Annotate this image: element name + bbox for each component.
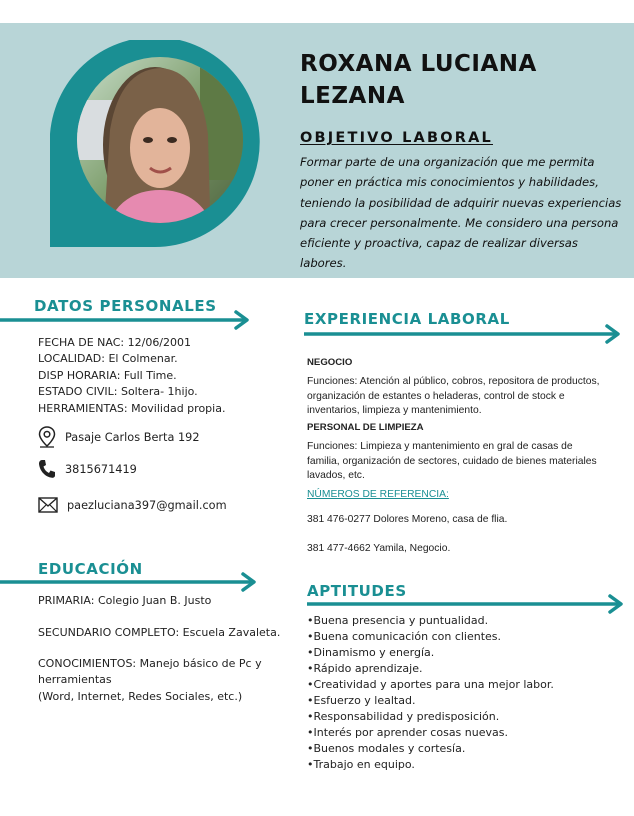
skill-item: •Buenos modales y cortesía. — [307, 742, 466, 755]
job-line: Funciones: Atención al público, cobros, repositora de productos, — [307, 376, 600, 387]
candidate-name — [300, 48, 537, 112]
personal-line: LOCALIDAD: El Colmenar. — [38, 352, 178, 366]
objective-line: Formar parte de una organización que me permita — [300, 155, 595, 169]
skills-list — [307, 613, 554, 773]
email-icon — [38, 497, 58, 513]
knowledge-line: CONOCIMIENTOS: Manejo básico de Pc y — [38, 657, 262, 670]
personal-line: ESTADO CIVIL: Soltera- 1hijo. — [38, 385, 198, 399]
objective-line: teniendo la posibilidad de adquirir nuevas experiencias — [300, 195, 622, 210]
skill-item: •Trabajo en equipo. — [307, 758, 415, 771]
profile-photo — [50, 40, 260, 250]
skill-item: •Creatividad y aportes para una mejor labor. — [307, 678, 554, 691]
job-line: familia, organización de sectores, cuidado de bienes materiales — [307, 455, 597, 467]
skill-item: •Interés por aprender cosas nuevas. — [307, 726, 508, 739]
job-line: inventarios, limpieza y mantenimiento. — [307, 405, 482, 416]
objective-line: para crecer personalmente. Me considero una persona — [300, 215, 619, 230]
references-title[interactable]: NÚMEROS DE REFERENCIA: — [307, 489, 449, 500]
skill-item: •Rápido aprendizaje. — [307, 662, 423, 675]
education-primary: PRIMARIA: Colegio Juan B. Justo — [38, 594, 212, 607]
job-line: Funciones: Limpieza y mantenimiento en gral de casas de — [307, 441, 573, 452]
personal-line: DISP HORARIA: Full Time. — [38, 368, 177, 382]
objective-title: OBJETIVO LABORAL — [300, 130, 493, 146]
knowledge-line: herramientas — [38, 673, 112, 687]
job-title-business: NEGOCIO — [307, 357, 353, 368]
arrow-icon — [304, 324, 626, 344]
skill-item: •Buena presencia y puntualidad. — [307, 614, 489, 627]
objective-line: eficiente y proactiva, capaz de realizar diversas — [300, 236, 578, 251]
arrow-icon — [0, 572, 262, 592]
personal-data-list — [38, 335, 225, 417]
phone-icon — [38, 459, 56, 479]
name-line-1: ROXANA LUCIANA — [300, 51, 537, 77]
job-description-cleaning — [307, 440, 622, 484]
address-text: Pasaje Carlos Berta 192 — [65, 430, 200, 444]
skill-item: •Dinamismo y energía. — [307, 646, 435, 659]
reference-2: 381 477-4662 Yamila, Negocio. — [307, 543, 451, 554]
education-title: EDUCACIÓN — [38, 560, 143, 578]
references-title-row — [307, 489, 622, 500]
email-row — [38, 497, 227, 513]
objective-text — [300, 152, 630, 274]
education-knowledge — [38, 656, 262, 705]
job-line: organización de estantes o heladeras, control de stock e — [307, 390, 565, 402]
arrow-icon — [0, 310, 255, 330]
phone-text: 3815671419 — [65, 462, 137, 476]
job-title-cleaning: PERSONAL DE LIMPIEZA — [307, 422, 424, 433]
skill-item: •Responsabilidad y predisposición. — [307, 710, 500, 723]
objective-line: poner en práctica mis conocimientos y habilidades, — [300, 175, 599, 190]
arrow-icon — [307, 594, 629, 614]
name-line-2: LEZANA — [300, 83, 405, 109]
personal-line: FECHA DE NAC: 12/06/2001 — [38, 336, 192, 349]
personal-data-title: DATOS PERSONALES — [34, 297, 217, 315]
experience-title: EXPERIENCIA LABORAL — [304, 310, 510, 328]
phone-row — [38, 459, 137, 479]
location-pin-icon — [38, 426, 56, 448]
job-description-business — [307, 375, 622, 419]
objective-line: labores. — [300, 256, 347, 271]
skill-item: •Buena comunicación con clientes. — [307, 630, 502, 643]
skills-title: APTITUDES — [307, 582, 407, 600]
job-line: lavados, etc. — [307, 470, 365, 481]
personal-line: HERRAMIENTAS: Movilidad propia. — [38, 401, 226, 415]
knowledge-line: (Word, Internet, Redes Sociales, etc.) — [38, 689, 243, 703]
skill-item: •Esfuerzo y lealtad. — [307, 694, 416, 707]
address-row — [38, 426, 200, 448]
education-secondary: SECUNDARIO COMPLETO: Escuela Zavaleta. — [38, 626, 281, 639]
email-text: paezluciana397@gmail.com — [67, 498, 227, 512]
reference-1: 381 476-0277 Dolores Moreno, casa de flia. — [307, 514, 508, 525]
